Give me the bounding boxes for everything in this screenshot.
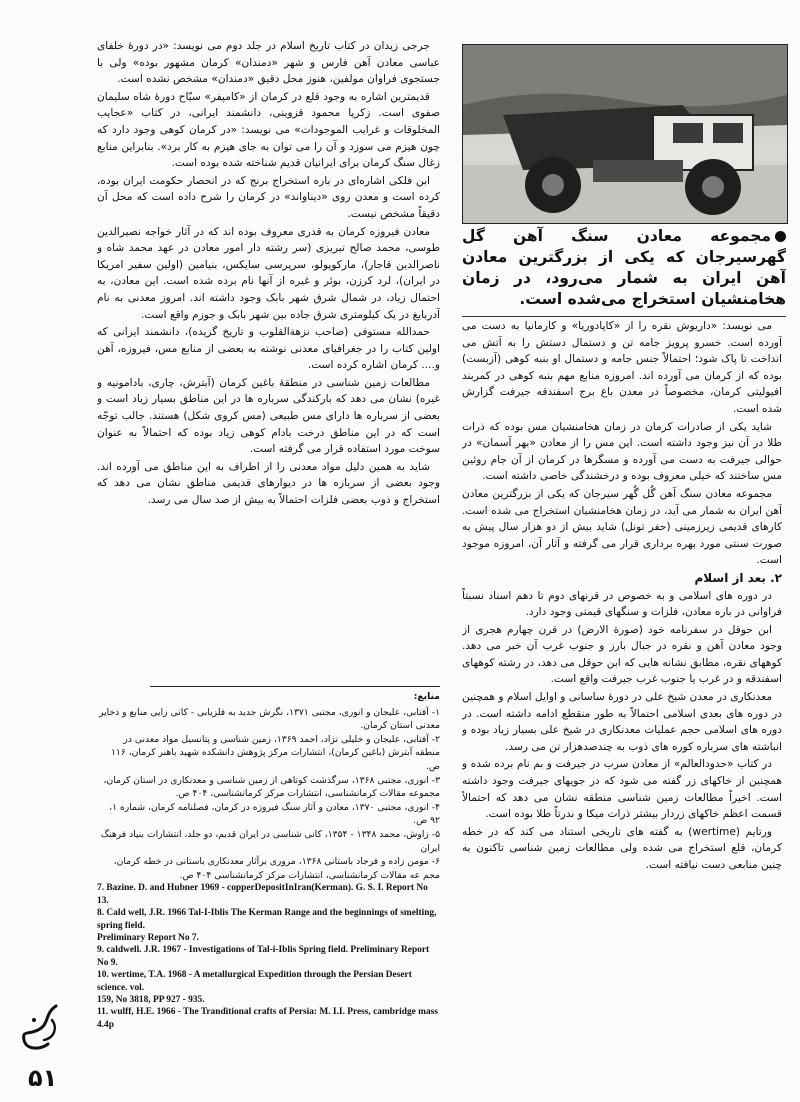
paragraph: می نویسد: «داریوش نقره را از «کاپادوریا» و کارمانیا به دست می آورده است. خسرو پرویز جامه تن و دستمال دستش را به آتش می انداخت تا پاک شود؛ احتمالاً جنس جامه و دستمال او بنبه کوهی (آزبست) بوده که از کرمان می آورده اند. امروزه منابع مهم بنبه کوهی در کمربند افیولیتی کرمان، مخصوصاً در معدن باغ برج اسفندقه جیرفت گزارش شده است.: [462, 320, 782, 415]
references-title: منابع:: [413, 691, 440, 702]
reference-item: 8. Cald well, J.R. 1966 Tal-I-Iblis The Kerman Range and the beginnings of smelting, spring field.: [97, 908, 437, 931]
reference-item: ۲- آفتابی، علیجان و خلیلی نژاد، احمد ۱۳۶۹، زمین شناسی و پتانسیل مواد معدنی در منطقه آبترش (باغین کرمان)، انتشارات مرکز پژوهش دانشکده شهید باهنر کرمان، ۱۱۶ ص.: [110, 733, 440, 772]
paragraph: معدنکاری در معدن شیخ علی در دورهٔ ساسانی و اوایل اسلام و همچنین در دوره های بعدی اسلامی احتمالاً به طور منقطع ادامه داشته است. در دوره های اسلامی حجم عملیات معدنکاری در شیخ علی بسیار زیاد بوده و انباشته های سرباره کوره های ذوب به چندصدهزار تن می رسد.: [462, 691, 782, 753]
paragraph: ابن حوقل در سفرنامه خود (صورة الارض) در قرن چهارم هجری از وجود معادن آهن و نقره در جبال بارز و جنوب غرب آن خبر می دهد. کوههای نقره، مطابق نشانه هایی که ابن حوقل می دهد، در رشته کوههای اسفندقه و در غرب یا جنوب غرب جیرفت واقع است.: [462, 623, 782, 686]
right-text-column: [462, 318, 782, 1048]
reference-item: ۳- انوری، مجتبی ۱۳۶۸، سرگذشت کوتاهی از زمین شناسی و معدنکاری در استان کرمان، مجموعه مقالات کرمانشناسی، انتشارات مرکز کرمانشناسی، ۴۰۴ ص.: [103, 774, 440, 800]
reference-item: 7. Bazine. D. and Hubner 1969 - copperDepositInIran(Kerman). G. S. I. Report No 13.: [97, 883, 428, 906]
reference-item: 9. caldwell. J.R. 1967 - Investigations of Tal-i-Iblis Spring field. Preliminary Report No 9.: [97, 945, 430, 968]
mine-truck-photo: [462, 44, 788, 224]
paragraph: حمدالله مستوفی (صاحب نزهةالقلوب و تاریخ گزیده)، دانشمند ایرانی که اولین کتاب را در جغرافیای معدنی نوشته به بعضی از منابع مس، فیروزه، آهن و.... کرمان اشاره کرده است.: [97, 326, 440, 372]
paragraph: ابن فلکی اشاره‌ای در باره استخراج برنج که در انحصار حکومت ایران بوده، کرده است و معدن روی «دیناواند» در کرمان را شرح داده است که محل آن دقیقاً مشخص نیست.: [97, 174, 440, 220]
bullet-icon: [775, 231, 786, 242]
reference-item: ۱- آفتابی، علیجان و انوری، مجتبی ۱۳۷۱، نگرش جدید به فلزیابی - کانی زایی منابع و ذخایر معدنی استان کرمان.: [99, 706, 440, 732]
paragraph: شاید به همین دلیل مواد معدنی را از اطراف به این مناطق می آورده اند. وجود بعضی از سرباره ها در دیوارهای قدیمی مناطق نشان می دهد که استخراج و ذوب بعضی فلزات احتمالاً به بیش از صد سال می رسد.: [97, 460, 440, 507]
paragraph: مطالعات زمین شناسی در منطقهٔ باغین کرمان (آبترش، چاری، بادامونیه و غیره) نشان می دهد که بارکندگی سرباره ها در این مناطق بسیار زیاد است و بعضی از سرباره ها دارای مس طبیعی (مس کروی شکل) هستند. جالب توجّه است که در این مناطق درخت بادام کوهی زیاد بوده که احتمالاً به عنوان سوخت مورد استفاده قرار می گرفته است.: [97, 376, 440, 456]
paragraph: جرجی زیدان در کتاب تاریخ اسلام در جلد دوم می نویسد: «در دورهٔ خلفای عباسی معادن آهن فارس و شهر «دمندان» کرمان مشهور بوده» ولی با جستجوی فراوان مولفین، هنوز محل دقیق «دمندان» مشخص نشده است.: [97, 40, 440, 86]
left-text-column: [97, 38, 440, 682]
kerman-calligraphy-icon: [14, 1000, 66, 1056]
reference-item: ۵- زاوش، محمد ۱۳۴۸ - ۱۳۵۴، کانی شناسی در ایران قدیم، دو جلد، انتشارات بنیاد فرهنگ ایران: [100, 828, 440, 854]
kerman-logo: [14, 1000, 66, 1056]
section-heading: ۲. بعد از اسلام: [694, 570, 782, 585]
references-list: [97, 690, 440, 1055]
paragraph: در دوره های اسلامی و به خصوص در قرنهای دوم تا دهم اسناد نسبتاً فراوانی در باره معادن، فلزات و سنگهای قیمتی وجود دارد.: [462, 589, 782, 619]
reference-item: ۶- مومن زاده و فرجاد باستانی ۱۳۶۸، مروری برآثار معدنکاری باستانی در خطه کرمان، مجم عه مقالات کرمانشناسی، انتشارات مرکز کرمانشناسی ۴۰۴ ص.: [113, 856, 440, 881]
caption-divider: [462, 316, 786, 317]
caption-text: مجموعه معادن سنگ آهن گل گهرسیرجان که یکی از بزرگترین معادن آهن ایران به شمار می‌رود، در زمان هخامنشیان استخراج می‌شده است.: [462, 227, 786, 308]
paragraph: معادن فیروزه کرمان به قدری معروف بوده اند که در آثار خواجه نصیرالدین طوسی، محمد صالح تبریزی (سر رشته دار امور معادن در عهد محمد شاه و ناصرالدین قاجار)، مارکوپولو، سرپرسی سایکس، بنیامین (اولین سفیر امریکا در ایران)، لرد کرزن، بوئر و غیره از آنها نام برده شده است. این معادن، به احتمال زیاد، در شمال شرق شهر بابک وجود داشته اند. امروز معدنی به نام آدربایغ در یک کیلومتری شرق جاده بین شهر بابک و جوزم واقع است.: [97, 225, 440, 321]
reference-item: 10. wertime, T.A. 1968 - A metallurgical Expedition through the Persian Desert science. vol.: [97, 970, 412, 993]
reference-item: ۴- انوری، مجتبی ۱۳۷۰، معادن و آثار سنگ فیروزه در کرمان، فصلنامه کرمان، شماره ۱، ۹۲ ص.: [109, 801, 440, 827]
reference-item: Preliminary Report No 7.: [97, 932, 199, 943]
paragraph: ورتایم (wertime) به گفته های تاریخی استناد می کند که در خطه کرمان، قلع استخراج می شده ولی مطالعات زمین شناسی تاکنون به چنین منابعی دست نیافته است.: [462, 825, 782, 871]
paragraph: مجموعه معادن سنگ آهن گُل گُهر سیرجان که یکی از بزرگترین معادن آهن ایران به شمار می آید، در زمان هخامنشیان استخراج می شده است. کارهای قدیمی زیرزمینی (حفر تونل) شاید بیش از دو هزار سال پیش به صورت سنتی مورد بهره برداری قرار می گرفته و آثار آن، امروزه موجود است.: [462, 487, 782, 567]
references-divider: [150, 686, 440, 687]
page-number: ۵۱: [28, 1064, 58, 1092]
paragraph: شاید یکی از صادرات کرمان در زمان هخامنشیان مس بوده که ذرات طلا در آن نیز وجود داشته است. این مس را از معادن «بهر آسمان» در حوالی جیرفت به دست می آورده‌ و مسگرها در کرمان از آن جام روئین مس ساختند که خیلی معروف بوده و درخشندگی خاصی داشته است.: [462, 420, 782, 483]
paragraph: قدیمترین اشاره به وجود قلع در کرمان از «کامپفر» سیّاح دورهٔ شاه سلیمان صفوی است. زکریا محمود قزوینی، دانشمند ایرانی، در کتاب «عجایب المخلوقات و غرایب الموجودات» می نویسد: «در کرمان کوهی وجود دارد که چون هیزم می سوزد و آن را می توان به جای هیزم به کار برد». بنابراین منابع زغال سنگ کرمان برای ایرانیان قدیم شناخته شده بوده است.: [97, 90, 440, 170]
paragraph: در کتاب «حدودالعالم» از معادن سرب در جیرفت و بم نام برده شده و همچنین از خاکهای زر گفته می شود که در جویهای جیرفت وجود داشته است. اخیراً مطالعات زمین شناسی منطقه نشان می دهد که احتمالاً قسمت اعظم خاکهای زردار بیشتر ذرات میکا و ندرتاً طلا بوده است.: [462, 758, 782, 821]
photo-caption: [462, 226, 786, 314]
reference-item: 159, No 3818, PP 927 - 935.: [97, 994, 205, 1005]
dump-truck-illustration: [463, 45, 787, 223]
reference-item: 11. wulff, H.E. 1966 - The Tranditional crafts of Persia: M. I.I. Press, cambridge mass 4.4p: [97, 1007, 438, 1030]
